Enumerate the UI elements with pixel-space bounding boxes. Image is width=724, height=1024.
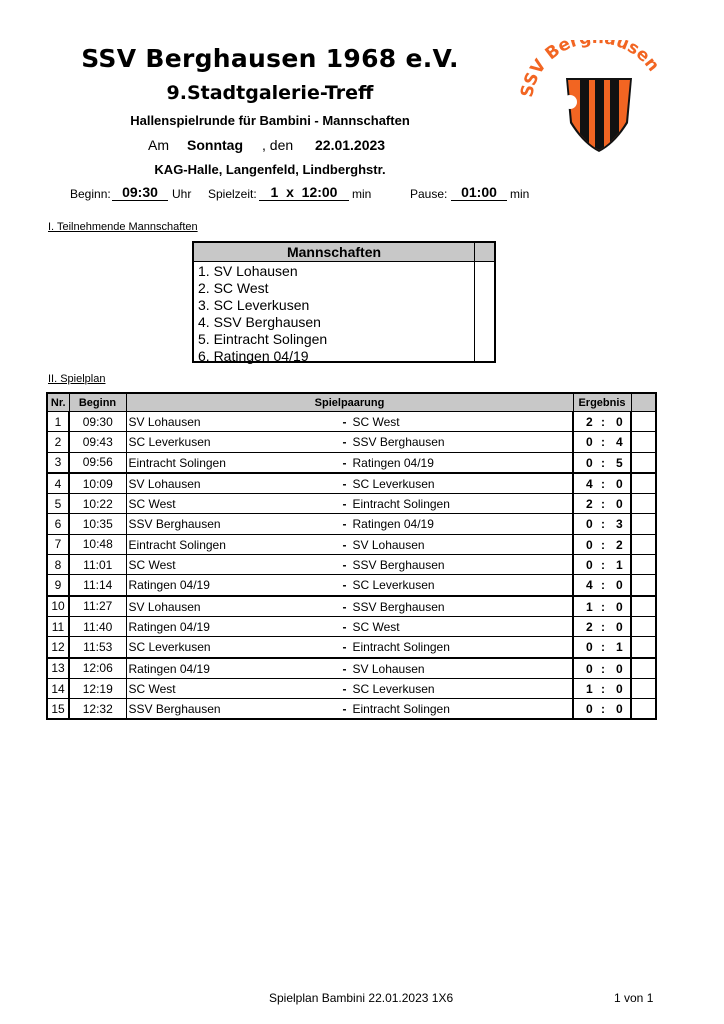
match-nr: 10	[47, 596, 69, 617]
match-extra	[631, 596, 656, 617]
pairing-separator: -	[342, 476, 347, 491]
match-pairing	[126, 412, 573, 432]
score-colon: :	[601, 517, 605, 532]
match-extra	[631, 494, 656, 514]
score-home: 0	[586, 455, 593, 470]
score-away: 0	[616, 599, 623, 614]
start-unit: Uhr	[172, 187, 192, 201]
home-team: SC West	[128, 497, 176, 512]
pairing-separator: -	[342, 640, 347, 655]
pairing-separator: -	[342, 681, 347, 696]
score-away: 0	[616, 497, 623, 512]
score-home: 4	[586, 578, 593, 593]
match-pairing	[126, 534, 573, 554]
home-team: Eintracht Solingen	[128, 455, 226, 470]
pairing-separator: -	[342, 537, 347, 552]
match-nr: 3	[47, 452, 69, 473]
start-value: 09:30	[112, 185, 168, 201]
teams-list	[198, 263, 327, 365]
match-row	[47, 616, 656, 636]
match-row	[47, 534, 656, 554]
match-extra	[631, 616, 656, 636]
match-nr: 13	[47, 658, 69, 679]
break-value: 01:00	[451, 185, 507, 201]
score-home: 4	[586, 476, 593, 491]
score-home: 1	[586, 599, 593, 614]
score-colon: :	[601, 435, 605, 450]
match-time: 09:43	[69, 432, 126, 452]
match-nr: 9	[47, 575, 69, 596]
match-result	[573, 494, 631, 514]
score-home: 0	[586, 517, 593, 532]
match-extra	[631, 699, 656, 720]
col-result: Ergebnis	[573, 393, 631, 412]
match-time: 11:27	[69, 596, 126, 617]
away-team: Ratingen 04/19	[352, 517, 434, 532]
playtime-label: Spielzeit:	[208, 187, 257, 201]
match-result	[573, 534, 631, 554]
break-unit: min	[510, 187, 530, 201]
team-item: 6. Ratingen 04/19	[198, 348, 309, 364]
score-away: 0	[616, 578, 623, 593]
match-pairing	[126, 596, 573, 617]
match-row	[47, 678, 656, 698]
score-away: 0	[616, 619, 623, 634]
match-time: 10:09	[69, 473, 126, 494]
score-home: 0	[586, 640, 593, 655]
match-time: 10:48	[69, 534, 126, 554]
match-row	[47, 699, 656, 720]
match-row	[47, 432, 656, 452]
pairing-separator: -	[342, 497, 347, 512]
score-home: 2	[586, 619, 593, 634]
schedule-table	[46, 392, 657, 720]
pairing-separator: -	[342, 661, 347, 676]
score-colon: :	[601, 497, 605, 512]
match-row	[47, 596, 656, 617]
match-result	[573, 514, 631, 534]
match-row	[47, 514, 656, 534]
away-team: SC Leverkusen	[352, 578, 435, 593]
match-time: 10:22	[69, 494, 126, 514]
home-team: SV Lohausen	[128, 599, 201, 614]
match-pairing	[126, 637, 573, 658]
score-away: 5	[616, 455, 623, 470]
score-home: 0	[586, 661, 593, 676]
match-extra	[631, 412, 656, 432]
home-team: Ratingen 04/19	[128, 661, 210, 676]
away-team: Ratingen 04/19	[352, 455, 434, 470]
match-result	[573, 699, 631, 720]
match-pairing	[126, 616, 573, 636]
match-extra	[631, 658, 656, 679]
match-extra	[631, 678, 656, 698]
club-logo	[520, 40, 670, 160]
score-home: 0	[586, 702, 593, 717]
match-nr: 5	[47, 494, 69, 514]
schedule-header-row	[47, 393, 656, 412]
score-home: 0	[586, 558, 593, 573]
section-plan-heading: II. Spielplan	[48, 373, 106, 385]
match-time: 10:35	[69, 514, 126, 534]
away-team: SC West	[352, 619, 400, 634]
score-away: 0	[616, 476, 623, 491]
away-team: Eintracht Solingen	[352, 497, 450, 512]
score-away: 1	[616, 558, 623, 573]
match-row	[47, 412, 656, 432]
match-row	[47, 473, 656, 494]
match-row	[47, 637, 656, 658]
team-item: 1. SV Lohausen	[198, 263, 298, 279]
score-colon: :	[601, 476, 605, 491]
away-team: SSV Berghausen	[352, 435, 445, 450]
score-colon: :	[601, 455, 605, 470]
match-result	[573, 658, 631, 679]
match-nr: 14	[47, 678, 69, 698]
teams-divider	[474, 261, 475, 361]
score-away: 0	[616, 661, 623, 676]
pairing-separator: -	[342, 578, 347, 593]
score-colon: :	[601, 702, 605, 717]
teams-header-extra	[475, 243, 494, 262]
match-pairing	[126, 452, 573, 473]
match-extra	[631, 534, 656, 554]
match-result	[573, 412, 631, 432]
match-extra	[631, 432, 656, 452]
score-home: 2	[586, 497, 593, 512]
away-team: Eintracht Solingen	[352, 702, 450, 717]
match-extra	[631, 555, 656, 575]
score-colon: :	[601, 599, 605, 614]
score-away: 2	[616, 537, 623, 552]
score-colon: :	[601, 558, 605, 573]
pairing-separator: -	[342, 558, 347, 573]
date-separator: , den	[262, 137, 294, 153]
score-home: 0	[586, 435, 593, 450]
home-team: Eintracht Solingen	[128, 537, 226, 552]
away-team: SC Leverkusen	[352, 476, 435, 491]
team-item: 3. SC Leverkusen	[198, 297, 310, 313]
home-team: SC Leverkusen	[128, 435, 211, 450]
match-row	[47, 575, 656, 596]
score-colon: :	[601, 619, 605, 634]
home-team: SC Leverkusen	[128, 640, 211, 655]
break-value-wrap	[451, 185, 507, 201]
score-away: 0	[616, 415, 623, 429]
home-team: SV Lohausen	[128, 415, 201, 429]
match-pairing	[126, 494, 573, 514]
score-home: 0	[586, 537, 593, 552]
match-result	[573, 432, 631, 452]
match-nr: 11	[47, 616, 69, 636]
teams-box	[192, 241, 496, 363]
match-result	[573, 678, 631, 698]
teams-header: Mannschaften	[194, 243, 475, 262]
break-label: Pause:	[410, 187, 448, 201]
pairing-separator: -	[342, 702, 347, 717]
score-colon: :	[601, 661, 605, 676]
home-team: Ratingen 04/19	[128, 619, 210, 634]
col-nr: Nr.	[47, 393, 69, 412]
away-team: SV Lohausen	[352, 661, 425, 676]
score-away: 4	[616, 435, 623, 450]
score-away: 3	[616, 517, 623, 532]
match-result	[573, 575, 631, 596]
match-time: 11:14	[69, 575, 126, 596]
col-start: Beginn	[69, 393, 126, 412]
event-title: 9.Stadtgalerie-Treff	[166, 82, 374, 104]
venue: KAG-Halle, Langenfeld, Lindberghstr.	[154, 162, 386, 177]
footer-doc-name: Spielplan Bambini 22.01.2023 1X6	[269, 991, 454, 1005]
match-pairing	[126, 575, 573, 596]
start-label: Beginn:	[70, 187, 111, 201]
col-extra	[631, 393, 656, 412]
playtime-unit: min	[352, 187, 372, 201]
match-pairing	[126, 699, 573, 720]
match-nr: 15	[47, 699, 69, 720]
away-team: SSV Berghausen	[352, 558, 445, 573]
match-result	[573, 596, 631, 617]
match-result	[573, 555, 631, 575]
score-colon: :	[601, 415, 605, 429]
match-extra	[631, 514, 656, 534]
match-time: 12:06	[69, 658, 126, 679]
match-extra	[631, 452, 656, 473]
match-nr: 7	[47, 534, 69, 554]
score-colon: :	[601, 578, 605, 593]
match-nr: 6	[47, 514, 69, 534]
score-home: 1	[586, 681, 593, 696]
match-row	[47, 494, 656, 514]
match-nr: 1	[47, 412, 69, 432]
score-colon: :	[601, 640, 605, 655]
away-team: SSV Berghausen	[352, 599, 445, 614]
match-row	[47, 658, 656, 679]
match-time: 12:32	[69, 699, 126, 720]
match-row	[47, 555, 656, 575]
match-time: 09:56	[69, 452, 126, 473]
weekday: Sonntag	[187, 137, 243, 153]
score-home: 2	[586, 415, 593, 429]
home-team: SC West	[128, 681, 176, 696]
match-pairing	[126, 473, 573, 494]
col-pairing: Spielpaarung	[126, 393, 573, 412]
pairing-separator: -	[342, 415, 347, 429]
team-item: 5. Eintracht Solingen	[198, 331, 328, 347]
away-team: Eintracht Solingen	[352, 640, 450, 655]
away-team: SC Leverkusen	[352, 681, 435, 696]
score-away: 0	[616, 702, 623, 717]
match-extra	[631, 637, 656, 658]
match-time: 12:19	[69, 678, 126, 698]
event-date: 22.01.2023	[315, 137, 386, 153]
home-team: SSV Berghausen	[128, 702, 221, 717]
match-extra	[631, 575, 656, 596]
footer-page: 1 von 1	[614, 991, 654, 1005]
home-team: SSV Berghausen	[128, 517, 221, 532]
match-nr: 2	[47, 432, 69, 452]
logo-text: SV Ber usen	[520, 40, 664, 89]
score-away: 0	[616, 681, 623, 696]
away-team: SC West	[352, 415, 400, 429]
match-time: 11:01	[69, 555, 126, 575]
playtime-value-wrap	[259, 185, 349, 201]
match-nr: 8	[47, 555, 69, 575]
score-colon: :	[601, 537, 605, 552]
match-result	[573, 616, 631, 636]
pairing-separator: -	[342, 435, 347, 450]
score-away: 1	[616, 640, 623, 655]
date-prefix: Am	[148, 137, 169, 153]
home-team: Ratingen 04/19	[128, 578, 210, 593]
team-item: 4. SSV Berghausen	[198, 314, 321, 330]
match-extra	[631, 473, 656, 494]
team-item: 2. SC West	[198, 280, 269, 296]
match-pairing	[126, 658, 573, 679]
match-row	[47, 452, 656, 473]
match-time: 11:40	[69, 616, 126, 636]
pairing-separator: -	[342, 455, 347, 470]
playtime-value: 1 x 12:00	[259, 185, 349, 201]
match-pairing	[126, 555, 573, 575]
match-result	[573, 637, 631, 658]
pairing-separator: -	[342, 619, 347, 634]
section-teams-heading: I. Teilnehmende Mannschaften	[48, 221, 198, 233]
home-team: SV Lohausen	[128, 476, 201, 491]
match-time: 11:53	[69, 637, 126, 658]
pairing-separator: -	[342, 517, 347, 532]
match-nr: 12	[47, 637, 69, 658]
start-value-wrap	[112, 185, 168, 201]
score-colon: :	[601, 681, 605, 696]
home-team: SC West	[128, 558, 176, 573]
match-result	[573, 452, 631, 473]
match-pairing	[126, 432, 573, 452]
match-time: 09:30	[69, 412, 126, 432]
competition-title: Hallenspielrunde für Bambini - Mannschaften	[130, 113, 410, 128]
match-result	[573, 473, 631, 494]
match-nr: 4	[47, 473, 69, 494]
match-pairing	[126, 514, 573, 534]
pairing-separator: -	[342, 599, 347, 614]
schedule-body	[47, 412, 656, 720]
match-pairing	[126, 678, 573, 698]
away-team: SV Lohausen	[352, 537, 425, 552]
club-title: SSV Berghausen 1968 e.V.	[81, 44, 459, 73]
